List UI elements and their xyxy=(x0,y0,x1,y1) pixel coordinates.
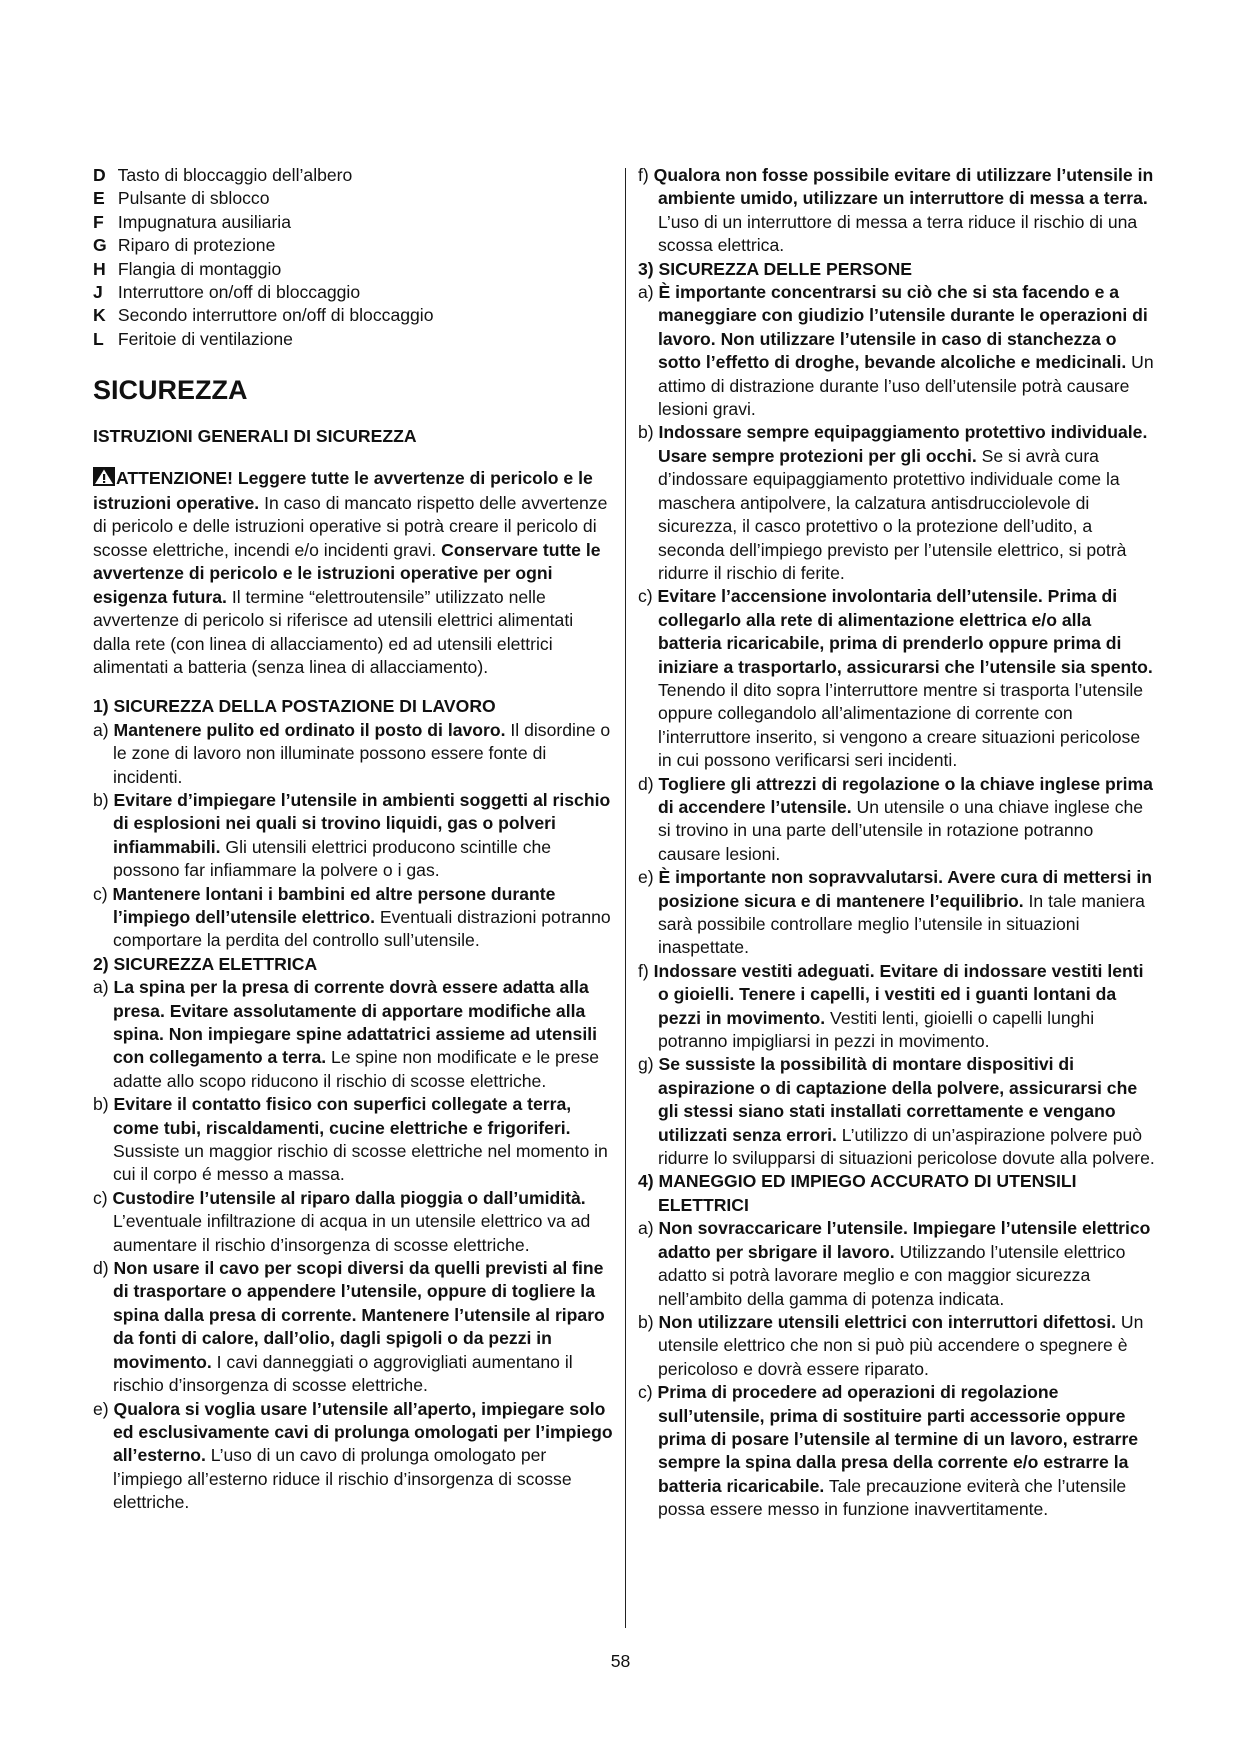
column-divider xyxy=(625,168,626,1628)
warning-paragraph xyxy=(93,467,613,680)
category-heading-2: 2) SICUREZZA ELETTRICA xyxy=(93,953,318,974)
category-heading-1: 1) SICUREZZA DELLA POSTAZIONE DI LAVORO xyxy=(93,696,496,717)
warning-text-1: In caso di mancato rispetto delle avvertenze di pericolo e delle istruzioni operative si potrà creare il pericolo di scosse elettriche, incendi e/o incidenti gravi. xyxy=(93,493,608,560)
list-item: f) Qualora non fosse possibile evitare di utilizzare l’utensile in ambiente umido, utilizzare un interruttore di messa a terra. L’uso di un interruttore di messa a terra riduce il rischio di una scossa elettrica. xyxy=(638,165,1154,256)
part-item: J Interruttore on/off di bloccaggio xyxy=(93,282,361,303)
warning-triangle-icon xyxy=(93,467,115,492)
warning-text-2: Il termine “elettroutensile” utilizzato nelle avvertenze di pericolo si riferisce ad utensili elettrici alimentati dalla rete (con linea di allacciamento) ed ad utensili elettrici alimentati a batteria (senza linea di allacciamento). xyxy=(93,586,574,677)
list-item: c) Mantenere lontani i bambini ed altre persone durante l’impiego dell’utensile elettrico. Eventuali distrazioni potranno comportare la perdita del controllo sull’utensile. xyxy=(93,883,611,951)
part-item: D Tasto di bloccaggio dell’albero xyxy=(93,165,353,185)
list-item: d) Non usare il cavo per scopi diversi da quelli previsti al fine di trasportare o appendere l’utensile, oppure di togliere la spina dalla presa di corrente. Mantenere l’utensile al riparo da fonti di calore, dall’olio, dagli spigoli o da pezzi in movimento. I cavi danneggiati o aggrovigliati aumentano il rischio d’insorgenza di scosse elettriche. xyxy=(93,1258,605,1396)
part-item: L Feritoie di ventilazione xyxy=(93,328,293,349)
left-column xyxy=(93,164,613,1515)
right-column xyxy=(638,164,1158,1522)
list-item: a) Mantenere pulito ed ordinato il posto di lavoro. Il disordine o le zone di lavoro non illuminate possono essere fonte di incidenti. xyxy=(93,719,611,787)
part-item: E Pulsante di sblocco xyxy=(93,188,270,209)
category-heading-3: 3) SICUREZZA DELLE PERSONE xyxy=(638,258,913,279)
list-item: c) Custodire l’utensile al riparo dalla pioggia o dall’umidità. L’eventuale infiltrazione di acqua in un utensile elettrico va ad aumentare il rischio d’insorgenza di scosse elettriche. xyxy=(93,1187,591,1255)
list-item: g) Se sussiste la possibilità di montare dispositivi di aspirazione o di captazione della polvere, assicurarsi che gli stessi siano stati installati correttamente e vengano utilizzati senza errori. L’utilizzo di un’aspirazione polvere può ridurre lo svilupparsi di situazioni pericolose dovute alla polvere. xyxy=(638,1054,1155,1169)
page-number: 58 xyxy=(610,1651,631,1671)
list-item: e) È importante non sopravvalutarsi. Avere cura di mettersi in posizione sicura e di mantenere l’equilibrio. In tale maniera sarà possibile controllare meglio l’utensile in situazioni inaspettate. xyxy=(638,867,1152,958)
category-heading-4: 4) MANEGGIO ED IMPIEGO ACCURATO DI UTENSILI ELETTRICI xyxy=(638,1171,1077,1215)
parts-list xyxy=(93,164,613,351)
part-item: G Riparo di protezione xyxy=(93,235,276,256)
list-item: b) Non utilizzare utensili elettrici con interruttori difettosi. Un utensile elettrico che non si può più accendere o spegnere è pericoloso e dovrà essere riparato. xyxy=(638,1311,1144,1379)
section-title: SICUREZZA xyxy=(93,375,248,406)
list-item: c) Evitare l’accensione involontaria dell’utensile. Prima di collegarlo alla rete di alimentazione elettrica e/o alla batteria ricaricabile, prima di prenderlo oppure prima di iniziare a trasportarlo, assicurarsi che l’utensile sia spento. Tenendo il dito sopra l’interruttore mentre si trasporta l’utensile oppure collegandolo all’alimentazione di corrente con l’interruttore inserito, si vengono a creare situazioni pericolose in cui possono verificarsi seri incidenti. xyxy=(638,586,1153,771)
list-item: c) Prima di procedere ad operazioni di regolazione sull’utensile, prima di sostituire parti accessorie oppure prima di posare l’utensile al termine di un lavoro, estrarre sempre la spina dalla presa della corrente e/o estrarre la batteria ricaricabile. Tale precauzione eviterà che l’utensile possa essere messo in funzione inavvertitamente. xyxy=(638,1382,1139,1520)
part-item: F Impugnatura ausiliaria xyxy=(93,211,291,232)
list-item: e) Qualora si voglia usare l’utensile all’aperto, impiegare solo ed esclusivamente cavi di prolunga omologati per l’impiego all’esterno. L’uso di un cavo di prolunga omologato per l’impiego all’esterno riduce il rischio d’insorgenza di scosse elettriche. xyxy=(93,1398,613,1513)
list-item: d) Togliere gli attrezzi di regolazione o la chiave inglese prima di accendere l’utensile. Un utensile o una chiave inglese che si trovino in una parte dell’utensile in rotazione potranno causare lesioni. xyxy=(638,773,1153,864)
list-item: a) Non sovraccaricare l’utensile. Impiegare l’utensile elettrico adatto per sbrigare il lavoro. Utilizzando l’utensile elettrico adatto si potrà lavorare meglio e con maggior sicurezza nell’ambito della gamma di potenza indicata. xyxy=(638,1218,1151,1309)
warning-bold-1: ATTENZIONE! Leggere tutte le avvertenze di pericolo e le istruzioni operative. xyxy=(93,467,593,514)
part-item: K Secondo interruttore on/off di bloccaggio xyxy=(93,305,434,326)
warning-bold-2: Conservare tutte le avvertenze di pericolo e le istruzioni operative per ogni esigenza futura. xyxy=(93,539,601,607)
list-item: b) Indossare sempre equipaggiamento protettivo individuale. Usare sempre protezioni per gli occhi. Se si avrà cura d’indossare equipaggiamento protettivo individuale come la maschera antipolvere, la calzatura antisdrucciolevole di sicurezza, il casco protettivo o la protezione dell’udito, a seconda dell’impiego previsto per l’utensile elettrico, si potrà ridurre il rischio di ferite. xyxy=(638,422,1148,583)
list-item: b) Evitare d’impiegare l’utensile in ambienti soggetti al rischio di esplosioni nei quali si trovino liquidi, gas o polveri infiammabili. Gli utensili elettrici producono scintille che possono far infiammare la polvere o i gas. xyxy=(93,789,611,881)
list-item: f) Indossare vestiti adeguati. Evitare di indossare vestiti lenti o gioielli. Tenere i capelli, i vestiti ed i guanti lontani da pezzi in movimento. Vestiti lenti, gioielli o capelli lunghi potranno impigliarsi in pezzi in movimento. xyxy=(638,960,1144,1052)
list-item: b) Evitare il contatto fisico con superfici collegate a terra, come tubi, riscaldamenti, cucine elettriche e frigoriferi. Sussiste un maggior rischio di scosse elettriche nel momento in cui il corpo é messo a massa. xyxy=(93,1094,608,1185)
list-item: a) È importante concentrarsi su ciò che si sta facendo e a maneggiare con giudizio l’utensile durante le operazioni di lavoro. Non utilizzare l’utensile in caso di stanchezza o sotto l’effetto di droghe, bevande alcoliche e medicinali. Un attimo di distrazione durante l’uso dell’utensile potrà causare lesioni gravi. xyxy=(638,282,1154,420)
list-item: a) La spina per la presa di corrente dovrà essere adatta alla presa. Evitare assolutamente di apportare modifiche alla spina. Non impiegare spine adattatrici assieme ad utensili con collegamento a terra. Le spine non modificate e le prese adatte allo scopo riducono il rischio di scosse elettriche. xyxy=(93,977,600,1091)
subsection-title: ISTRUZIONI GENERALI DI SICUREZZA xyxy=(93,426,417,447)
part-item: H Flangia di montaggio xyxy=(93,258,282,279)
